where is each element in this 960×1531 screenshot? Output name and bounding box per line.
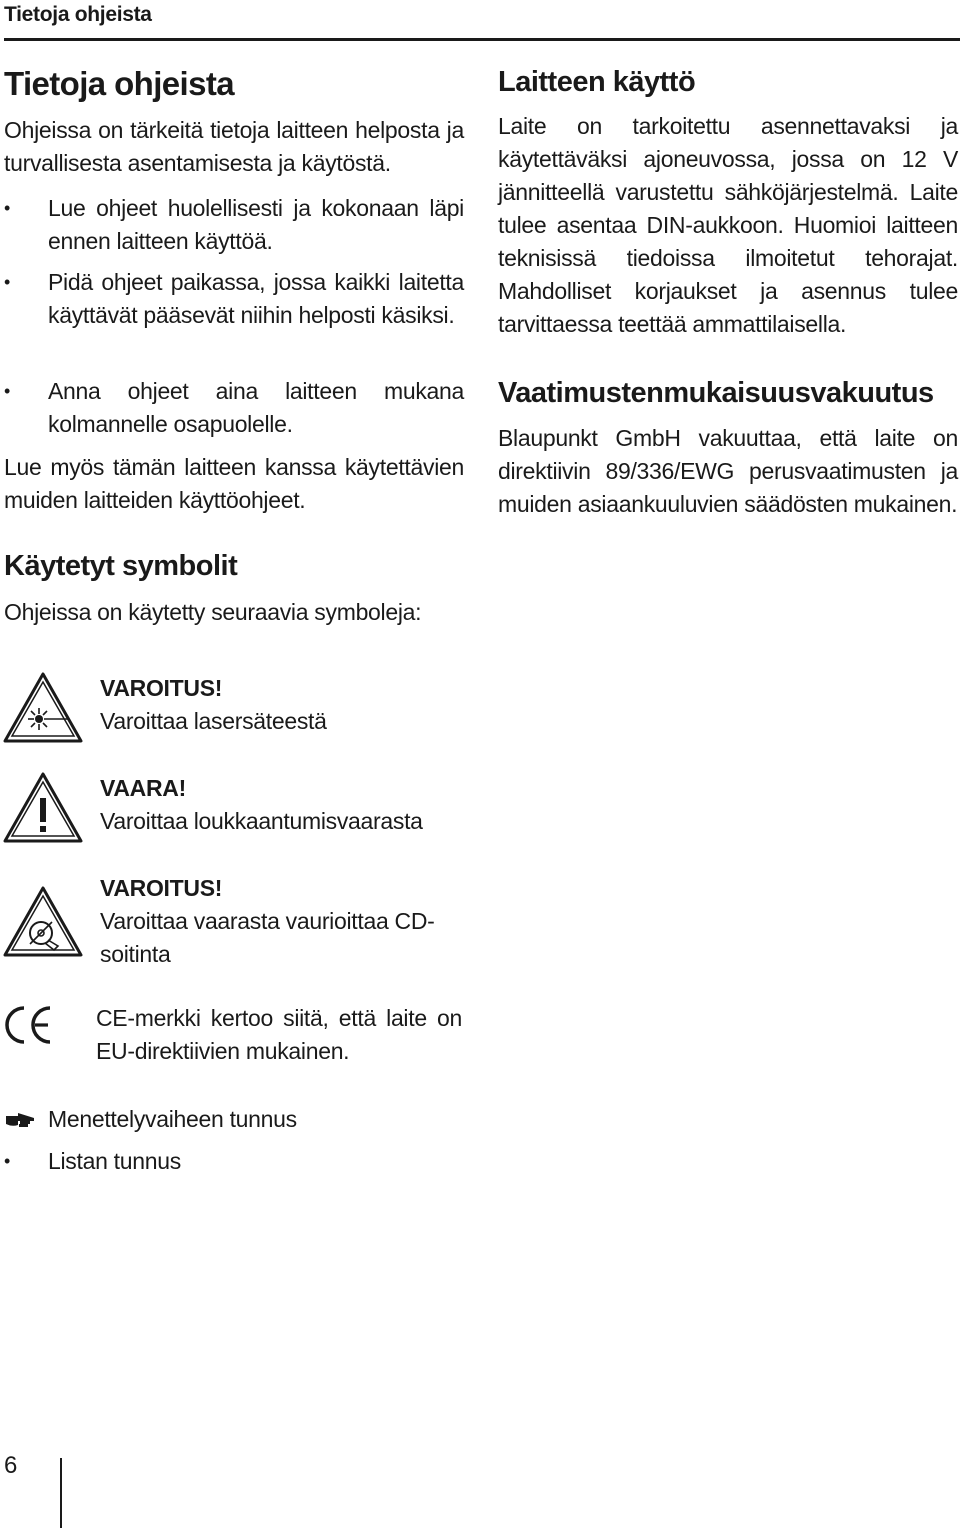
symbol-description: Varoittaa lasersäteestä: [100, 708, 327, 734]
symbols-intro: Ohjeissa on käytetty seuraavia symboleja:: [4, 599, 422, 625]
laser-warning-icon: [2, 670, 84, 750]
symbol-description: Varoittaa vaarasta vaurioittaa CD-soitinta: [100, 908, 435, 967]
symbol-description: Varoittaa loukkaantumisvaarasta: [100, 808, 423, 834]
legend-text: Menettelyvaiheen tunnus: [48, 1106, 297, 1132]
bullet-icon: •: [4, 198, 11, 218]
list-item: [4, 192, 464, 258]
danger-warning-icon: [2, 770, 84, 850]
symbol-row-danger: [0, 770, 470, 850]
legend-item-step: [4, 1103, 297, 1136]
symbol-row-laser: [0, 670, 470, 750]
running-header-title: Tietoja ohjeista: [4, 3, 152, 26]
list-item-text: Pidä ohjeet paikassa, jossa kaikki laitetta käyttävät pääsevät niihin helposti käsiksi.: [48, 269, 464, 328]
page-title: Tietoja ohjeista: [4, 65, 235, 102]
symbol-description: CE-merkki kertoo siitä, että laite on EU-direktiivien mukainen.: [96, 1005, 462, 1064]
legend-text: Listan tunnus: [48, 1148, 181, 1174]
header-divider: [4, 38, 960, 41]
list-item-text: Anna ohjeet aina laitteen mukana kolmannelle osapuolelle.: [48, 378, 464, 437]
footer-divider: [60, 1458, 62, 1528]
cd-damage-warning-icon: [2, 884, 84, 964]
list-item-text: Lue ohjeet huolellisesti ja kokonaan läpi ennen laitteen käyttöä.: [48, 195, 464, 254]
page-number: 6: [4, 1452, 18, 1479]
symbol-label: VAROITUS!: [100, 675, 223, 701]
conformity-paragraph: Blaupunkt GmbH vakuuttaa, että laite on direktiivin 89/336/EWG perusvaatimusten ja muiden asiaankuuluvien säädösten mukainen.: [498, 425, 958, 517]
symbol-row-cd: [0, 870, 470, 970]
list-item: [4, 375, 464, 441]
symbol-row-ce: [0, 1002, 470, 1072]
symbols-section-title: Käytetyt symbolit: [4, 550, 238, 582]
bullet-icon: •: [4, 272, 11, 292]
pointing-hand-icon: [4, 1103, 44, 1140]
ce-mark-icon: [4, 1004, 54, 1051]
symbol-label: VAROITUS!: [100, 875, 223, 901]
list-item: [4, 266, 464, 332]
bullet-icon: •: [4, 1151, 11, 1171]
intro-paragraph: Ohjeissa on tärkeitä tietoja laitteen helposta ja turvallisesta asentamisesta ja käytöstä.: [4, 117, 464, 176]
conformity-section-title: Vaatimustenmukaisuusvakuutus: [498, 377, 934, 409]
outro-paragraph: Lue myös tämän laitteen kanssa käytettävien muiden laitteiden käyttöohjeet.: [4, 454, 464, 513]
legend-item-list: [4, 1145, 181, 1178]
bullet-icon: •: [4, 381, 11, 401]
usage-section-title: Laitteen käyttö: [498, 66, 696, 98]
usage-paragraph: Laite on tarkoitettu asennettavaksi ja käytettäväksi ajoneuvossa, jossa on 12 V jännitteellä varustettu sähköjärjestelmä. Laite tulee asentaa DIN-aukkoon. Huomioi laitteen teknisissä tiedoissa ilmoitetut tehorajat. Mahdolliset korjaukset ja asennus tulee tarvittaessa teettää ammattilaisella.: [498, 113, 958, 337]
symbol-label: VAARA!: [100, 775, 186, 801]
